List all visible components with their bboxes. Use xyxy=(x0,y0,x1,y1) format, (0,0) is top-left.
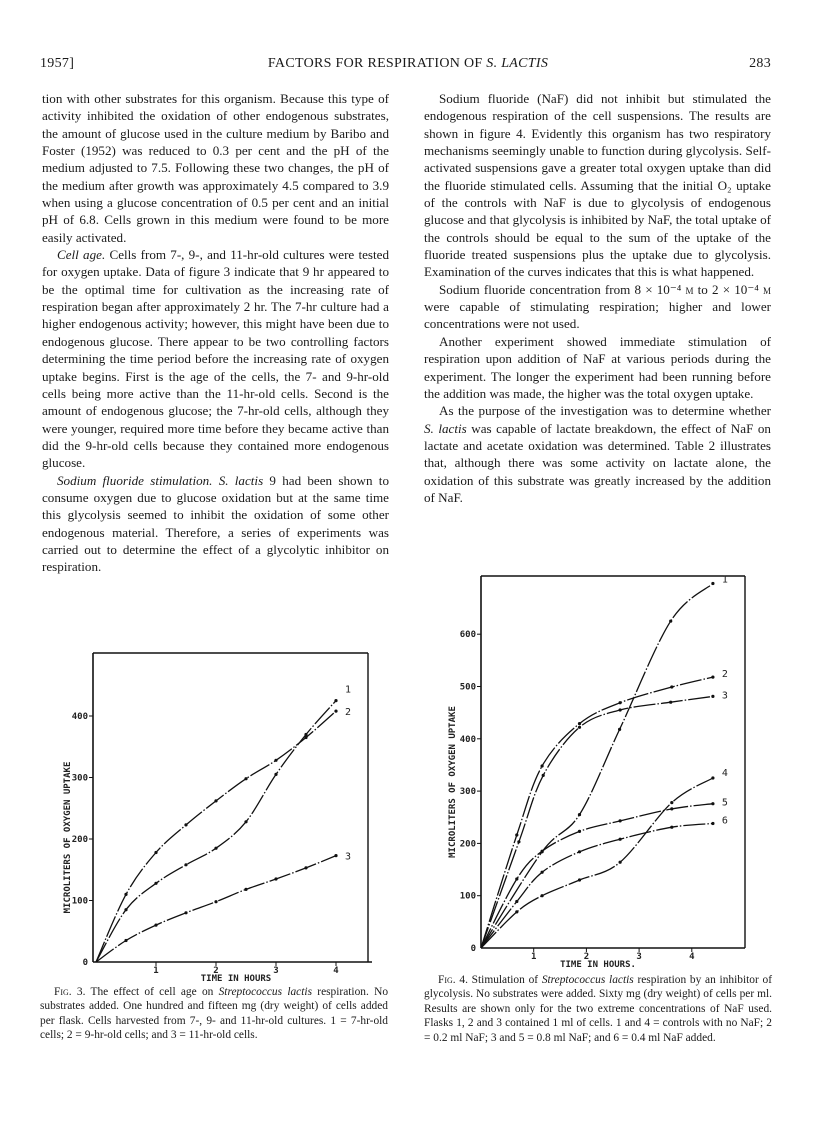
series-label: 5 xyxy=(721,797,728,809)
italic-text: S. lactis xyxy=(218,472,264,488)
data-point xyxy=(711,802,714,805)
series-line-3 xyxy=(481,696,713,948)
italic-text: Streptococcus lactis xyxy=(541,974,634,986)
y-tick-label: 0 xyxy=(470,944,476,954)
data-point xyxy=(184,823,187,826)
data-point xyxy=(619,701,622,704)
data-point xyxy=(541,894,544,897)
data-point xyxy=(618,728,621,731)
y-tick-label: 400 xyxy=(71,712,88,722)
data-point xyxy=(515,900,518,903)
data-point xyxy=(711,582,714,585)
data-point xyxy=(578,726,581,729)
data-point xyxy=(541,764,544,767)
data-point xyxy=(244,820,247,823)
text-run: respiration. No substrates added. One hundred and fifteen mg (dry weight) of cells added per flask. Cells harvested from 7-, 9- and 11-hr-old cultures. 1 = 7-hr-old cells; 2 = 9-hr-old cells; and 3 = 11-hr-old cells. xyxy=(40,986,389,1042)
figure-3-chart xyxy=(63,653,372,984)
data-point xyxy=(304,733,307,736)
text-run: As the purpose of the investigation was to determine whether xyxy=(439,403,771,419)
data-point xyxy=(124,939,127,942)
text-run: Stimulation of xyxy=(467,974,542,986)
text-run: tion with other substrates for this organism. Because this type of activity inhibited the oxidation of other endogenous substrates, the amount of glucose used in the culture medium by Baribo and Foster (1952) was reduced to 0.3 per cent and the pH of the medium adjusted to 7.5. Following these two changes, the pH of the medium after growth was approximately 4.5 compared to 3.9 when using a glucose concentration of 0.5 per cent and an initial pH of 6.8. Cells grown in this medium were found to be more easily activated. xyxy=(42,91,389,245)
text-run: Sodium fluoride concentration from 8 × 10⁻⁴ xyxy=(439,281,686,297)
x-tick-label: 3 xyxy=(273,966,279,976)
series-label: 3 xyxy=(721,690,728,702)
text-run: The effect of cell age on xyxy=(85,986,219,998)
data-point xyxy=(244,888,247,891)
data-point xyxy=(244,777,247,780)
data-point xyxy=(578,850,581,853)
text-run: Sodium fluoride (NaF) did not inhibit but stimulated the endogenous respiration of the cell suspensions. The results are shown in figure 4. Evidently this organism has two respiratory mechanisms seemingly unable to function during glycolysis. Self-activated suspensions gave a greater total oxygen uptake than did the fluoride stimulated cells. Assuming that the initial O₂ uptake of the controls with NaF is due to glycolysis of endogenous glucose and that glycolysis is inhibited by NaF, the total uptake of the controls should be equal to the sum of the uptake of the fluoride treated suspensions plus the uptake due to glycolysis. Examination of the curves indicates that this is what happened. xyxy=(424,91,771,280)
series-label: 1 xyxy=(345,684,352,696)
text-run: m xyxy=(685,281,694,297)
y-tick-label: 600 xyxy=(459,630,476,641)
data-point xyxy=(274,877,277,880)
text-run: to 2 × 10⁻⁴ xyxy=(693,281,763,297)
text-run: Another experiment showed immediate stimulation of respiration upon addition of NaF at various periods during the experiment. The longer the experiment had been running before the addition was made, the higher was the total oxygen uptake. xyxy=(424,333,771,401)
data-point xyxy=(578,878,581,881)
data-point xyxy=(304,736,307,739)
series-label: 1 xyxy=(721,574,728,586)
x-axis-label: TIME IN HOURS xyxy=(200,974,272,984)
data-point xyxy=(515,833,518,836)
data-point xyxy=(541,850,544,853)
data-point xyxy=(334,710,337,713)
data-point xyxy=(669,701,672,704)
header-year: 1957] xyxy=(40,56,75,71)
data-point xyxy=(711,676,714,679)
series-label: 2 xyxy=(345,707,352,719)
data-point xyxy=(619,708,622,711)
y-axis-label: MICROLITERS OF OXYGEN UPTAKE xyxy=(63,761,73,914)
data-point xyxy=(124,893,127,896)
series-line-2 xyxy=(96,711,336,962)
text-run: 9 had been shown to consume oxygen due to glucose oxidation but at the same time this glycolysis seemed to inhibit the oxidation of some other endogenous material. Therefore, a series of experiments was carried out to determine the effect of a glycolytic inhibitor on respiration. xyxy=(42,472,389,575)
data-point xyxy=(334,854,337,857)
y-tick-label: 200 xyxy=(459,839,476,850)
figure-3-caption xyxy=(40,985,388,1043)
text-run: was capable of lactate breakdown, the effect of NaF on lactate and acetate oxidation was determined. Table 2 illustrates that, although there was some activity on lactate alone, the oxidation of this substrate was greatly increased by the addition of NaF. xyxy=(424,420,771,505)
text-run: Fig. 3. xyxy=(54,986,86,998)
data-point xyxy=(304,866,307,869)
data-point xyxy=(214,900,217,903)
text-run: m xyxy=(762,281,771,297)
italic-text: S. lactis xyxy=(424,420,467,436)
text-run: respiration by an inhibitor of glycolysis. No substrates were added. Sixty mg (dry weight) of cells per ml. Results are shown only for the two extreme concentrations of NaF used. Flasks 1, 2 and 3 contained 1 ml of cells. 1 and 4 = controls with no NaF; 2 = 0.2 ml NaF; 3 and 5 = 0.8 ml NaF; and 6 = 0.4 ml NaF added. xyxy=(424,974,773,1044)
data-point xyxy=(670,685,673,688)
italic-text: Streptococcus lactis xyxy=(218,986,313,998)
running-title-italic: S. LACTIS xyxy=(486,56,549,71)
y-tick-label: 300 xyxy=(71,773,88,784)
data-point xyxy=(619,861,622,864)
data-point xyxy=(517,840,520,843)
data-point xyxy=(670,801,673,804)
y-axis-label: MICROLITERS OF OXYGEN UPTAKE xyxy=(448,706,458,858)
data-point xyxy=(515,910,518,913)
data-point xyxy=(334,699,337,702)
series-label: 6 xyxy=(721,815,728,827)
series-line-6 xyxy=(481,824,713,949)
data-point xyxy=(578,813,581,816)
running-title-text: FACTORS FOR RESPIRATION OF xyxy=(267,56,487,71)
x-tick-label: 2 xyxy=(213,966,219,976)
data-point xyxy=(154,924,157,927)
data-point xyxy=(154,851,157,854)
data-point xyxy=(670,826,673,829)
x-tick-label: 1 xyxy=(153,966,159,976)
data-point xyxy=(184,911,187,914)
series-label: 4 xyxy=(721,768,728,779)
x-tick-label: 4 xyxy=(689,952,695,962)
series-label: 3 xyxy=(345,851,352,863)
italic-text: Cell age. xyxy=(57,247,106,263)
series-line-2 xyxy=(481,677,713,948)
y-tick-label: 0 xyxy=(82,958,88,968)
series-line-1 xyxy=(481,584,713,949)
data-point xyxy=(711,776,714,779)
data-point xyxy=(669,620,672,623)
data-point xyxy=(542,774,545,777)
series-line-5 xyxy=(481,804,713,948)
series-line-3 xyxy=(96,856,336,962)
text-run: Fig. 4. xyxy=(438,974,468,986)
y-tick-label: 500 xyxy=(459,682,476,693)
data-point xyxy=(274,759,277,762)
y-tick-label: 100 xyxy=(71,896,88,907)
data-point xyxy=(619,819,622,822)
data-point xyxy=(154,882,157,885)
data-point xyxy=(578,830,581,833)
y-tick-label: 300 xyxy=(459,787,476,798)
data-point xyxy=(619,838,622,841)
page-number: 283 xyxy=(749,56,771,71)
series-line-4 xyxy=(481,778,713,948)
text-run: Cells from 7-, 9-, and 11-hr-old cultures were tested for oxygen uptake. Data of figure 3 indicate that 9 hr appeared to be the optimal time for cultivation as the increasing rate of respiration began after approximately 2 hr. The 7-hr culture had a higher endogenous activity; however, this might have been due to endogenous glucose. There appear to be two controlling factors determining the time period before the increasing rate of oxygen uptake begins. First is the age of the cells, the 7- and 9-hr-old cells being more active than the 11-hr-old cells. Second is the amount of endogenous glucose; the 7-hr-old cells, although they were younger, required more time before they became active than did the 9-hr-old cells because they contained more endogenous glucose. xyxy=(42,247,390,471)
series-label: 2 xyxy=(721,669,728,681)
data-point xyxy=(124,908,127,911)
data-point xyxy=(541,871,544,874)
figure-4-caption xyxy=(424,973,772,1045)
text-run: were capable of stimulating respiration; higher and lower concentrations were not used. xyxy=(424,299,771,332)
figure-4-chart xyxy=(448,575,745,971)
y-tick-label: 400 xyxy=(459,734,476,745)
x-tick-label: 3 xyxy=(636,952,642,962)
data-point xyxy=(711,822,714,825)
caption-text xyxy=(40,985,388,1043)
caption-text xyxy=(424,973,772,1045)
y-tick-label: 200 xyxy=(71,835,88,845)
data-point xyxy=(711,695,714,698)
x-axis-label: TIME IN HOURS. xyxy=(560,960,636,970)
italic-text: Sodium fluoride stimulation. xyxy=(57,472,213,488)
x-tick-label: 2 xyxy=(583,952,590,962)
series-line-1 xyxy=(96,701,336,962)
data-point xyxy=(184,863,187,866)
data-point xyxy=(670,807,673,810)
y-tick-label: 100 xyxy=(459,891,476,902)
data-point xyxy=(214,847,217,850)
x-tick-label: 4 xyxy=(333,966,339,976)
data-point xyxy=(214,799,217,802)
data-point xyxy=(274,773,277,776)
x-tick-label: 1 xyxy=(530,952,537,962)
data-point xyxy=(578,722,581,725)
data-point xyxy=(515,877,518,880)
